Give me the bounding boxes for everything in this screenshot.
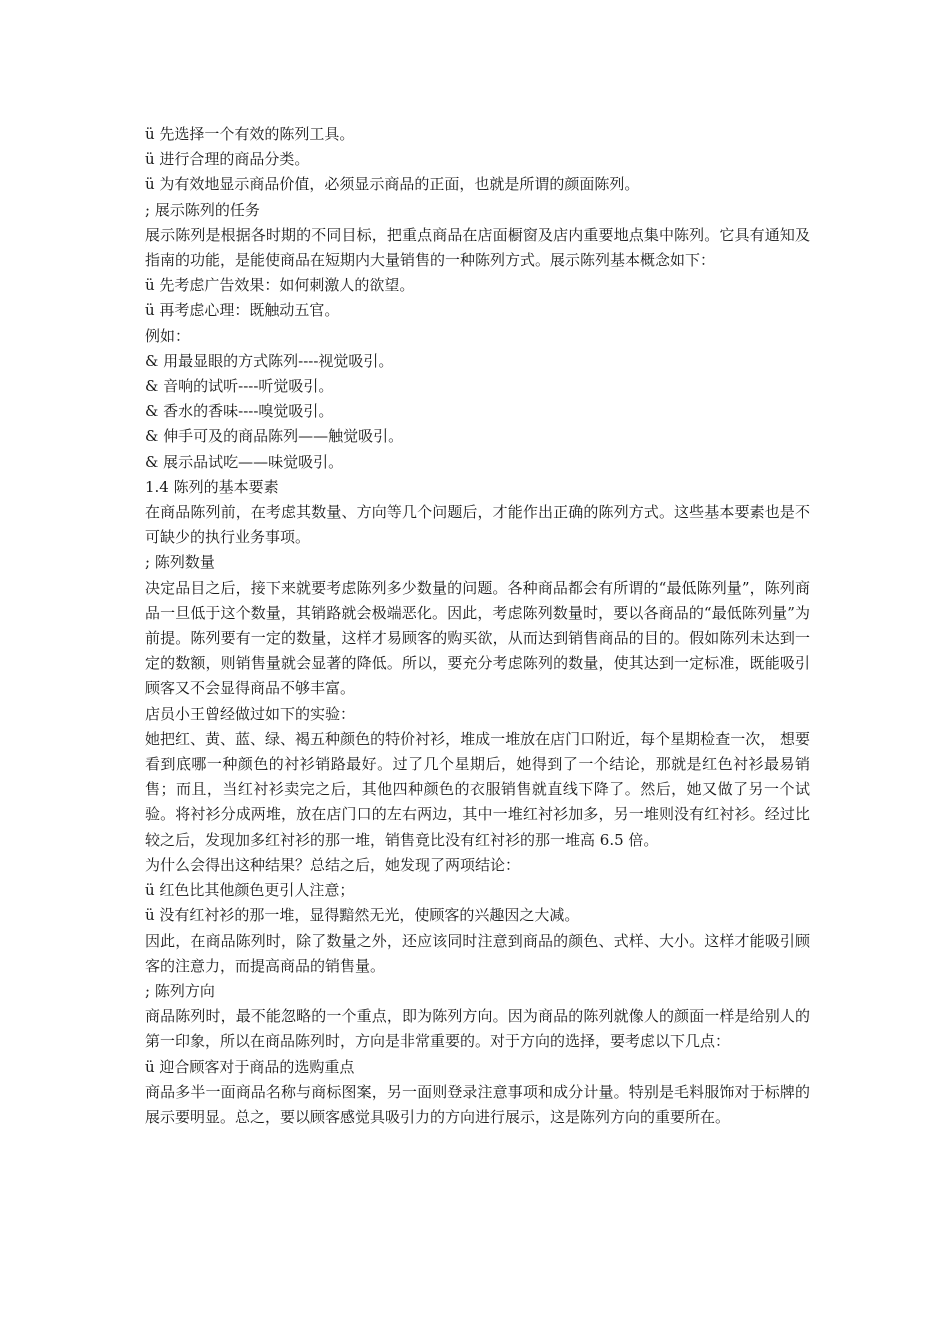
section-heading: ; 陈列方向 (145, 981, 215, 1000)
section-heading: 1.4 陈列的基本要素 (145, 477, 279, 496)
body-paragraph: 决定品目之后，接下来就要考虑陈列多少数量的问题。各种商品都会有所谓的“最低陈列量”，陈列商品一旦低于这个数量，其销路就会极端恶化。因此，考虑陈列数量时，要以各商品的“最低陈列量”为前提。陈列要有一定的数量，这样才易顾客的购买欲，从而达到销售商品的目的。假如陈列未达到一定的数额，则销售量就会显著的降低。所以，要充分考虑陈列的数量，使其达到一定标准，既能吸引顾客又不会显得商品不够丰富。 (145, 578, 810, 698)
body-paragraph: 商品多半一面商品名称与商标图案，另一面则登录注意事项和成分计量。特别是毛料服饰对于标牌的展示要明显。总之，要以顾客感觉具吸引力的方向进行展示，这是陈列方向的重要所在。 (145, 1082, 810, 1126)
example-item: & 用最显眼的方式陈列----视觉吸引。 (145, 351, 394, 370)
body-paragraph: 例如： (145, 326, 191, 345)
example-item: & 展示品试吃——味觉吸引。 (145, 452, 344, 471)
body-paragraph: 商品陈列时，最不能忽略的一个重点，即为陈列方向。因为商品的陈列就像人的颜面一样是给别人的第一印象，所以在商品陈列时，方向是非常重要的。对于方向的选择，要考虑以下几点： (145, 1007, 810, 1051)
bullet-item: ü 先考虑广告效果：如何刺激人的欲望。 (145, 276, 415, 295)
body-paragraph: 她把红、黄、蓝、绿、褐五种颜色的特价衬衫，堆成一堆放在店门口附近，每个星期检查一次， 想要看到底哪一种颜色的衬衫销路最好。过了几个星期后，她得到了一个结论，那就是红色衬衫最易销售；而且，当红衬衫卖完之后，其他四种颜色的衣服销售就直线下降了。然后，她又做了另一个试验。将衬衫分成两堆，放在店门口的左右两边，其中一堆红衬衫加多，另一堆则没有红衬衫。经过比较之后，发现加多红衬衫的那一堆，销售竟比没有红衬衫的那一堆高 6.5 倍。 (145, 729, 810, 849)
body-paragraph: 为什么会得出这种结果？总结之后，她发现了两项结论： (145, 855, 521, 874)
bullet-item: ü 红色比其他颜色更引人注意； (145, 881, 355, 900)
example-item: & 香水的香味----嗅觉吸引。 (145, 402, 334, 421)
bullet-item: ü 先选择一个有效的陈列工具。 (145, 125, 355, 143)
body-paragraph: 店员小王曾经做过如下的实验： (145, 704, 356, 723)
section-heading: ; 展示陈列的任务 (145, 200, 260, 219)
section-heading: ; 陈列数量 (145, 553, 215, 572)
bullet-item: ü 再考虑心理：既触动五官。 (145, 301, 340, 320)
example-item: & 音响的试听----听觉吸引。 (145, 377, 334, 396)
body-paragraph: 展示陈列是根据各时期的不同目标，把重点商品在店面橱窗及店内重要地点集中陈列。它具有通知及指南的功能，是能使商品在短期内大量销售的一种陈列方式。展示陈列基本概念如下： (145, 225, 810, 270)
bullet-item: ü 进行合理的商品分类。 (145, 150, 310, 169)
body-paragraph: 因此，在商品陈列时，除了数量之外，还应该同时注意到商品的颜色、式样、大小。这样才能吸引顾客的注意力，而提高商品的销售量。 (145, 931, 810, 975)
bullet-item: ü 为有效地显示商品价值，必须显示商品的正面，也就是所谓的颜面陈列。 (145, 175, 640, 194)
bullet-item: ü 迎合顾客对于商品的选购重点 (145, 1057, 355, 1076)
example-item: & 伸手可及的商品陈列——触觉吸引。 (145, 427, 404, 446)
document-page (145, 122, 810, 1130)
body-paragraph: 在商品陈列前，在考虑其数量、方向等几个问题后，才能作出正确的陈列方式。这些基本要素也是不可缺少的执行业务事项。 (145, 503, 810, 547)
bullet-item: ü 没有红衬衫的那一堆，显得黯然无光，使顾客的兴趣因之大减。 (145, 906, 580, 925)
